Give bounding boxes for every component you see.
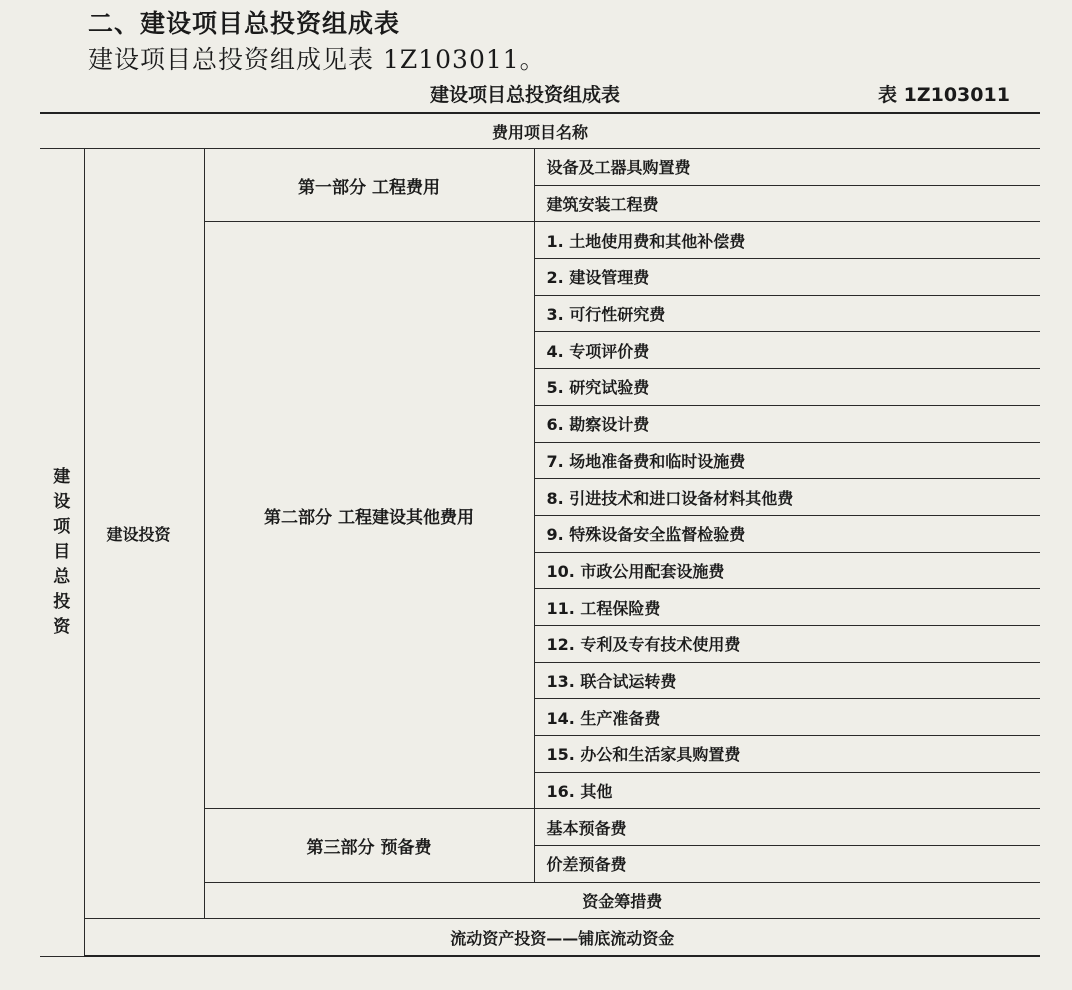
table-cell: 基本预备费 — [534, 809, 1040, 846]
table-row — [40, 149, 1040, 186]
root-label-char: 目 — [53, 541, 71, 562]
table-title: 建设项目总投资组成表 — [430, 84, 621, 106]
construction-investment-label: 建设投资 — [84, 149, 204, 919]
table-cell: 建筑安装工程费 — [534, 185, 1040, 222]
table-cell: 7. 场地准备费和临时设施费 — [534, 442, 1040, 479]
table-header-row — [40, 113, 1040, 149]
working-capital-cell: 流动资产投资——铺底流动资金 — [84, 919, 1040, 956]
table-cell: 3. 可行性研究费 — [534, 295, 1040, 332]
table-cell: 15. 办公和生活家具购置费 — [534, 736, 1040, 773]
table-cell: 12. 专利及专有技术使用费 — [534, 625, 1040, 662]
section-title: 二、建设项目总投资组成表 — [88, 9, 401, 38]
table-cell: 价差预备费 — [534, 846, 1040, 883]
part3-label: 第三部分 预备费 — [204, 809, 534, 882]
financing-cost-cell: 资金筹措费 — [204, 882, 1040, 919]
table-cell: 11. 工程保险费 — [534, 589, 1040, 626]
root-label-char: 投 — [53, 591, 71, 612]
table-number: 表 1Z103011 — [878, 84, 1010, 106]
part2-label: 第二部分 工程建设其他费用 — [204, 222, 534, 809]
table-cell: 8. 引进技术和进口设备材料其他费 — [534, 479, 1040, 516]
root-label-char: 总 — [53, 566, 71, 587]
root-label-char: 项 — [53, 516, 71, 537]
table-cell: 13. 联合试运转费 — [534, 662, 1040, 699]
table-cell: 1. 土地使用费和其他补偿费 — [534, 222, 1040, 259]
table-cell: 10. 市政公用配套设施费 — [534, 552, 1040, 589]
table-header-cell: 费用项目名称 — [40, 113, 1040, 149]
table-cell: 16. 其他 — [534, 772, 1040, 809]
root-label-char: 设 — [53, 491, 71, 512]
investment-composition-table — [40, 112, 1040, 957]
root-label-char: 建 — [53, 466, 71, 487]
table-cell: 9. 特殊设备安全监督检验费 — [534, 515, 1040, 552]
table-cell: 设备及工器具购置费 — [534, 149, 1040, 186]
table-cell: 2. 建设管理费 — [534, 259, 1040, 296]
part1-label: 第一部分 工程费用 — [204, 149, 534, 222]
table-row — [40, 919, 1040, 956]
root-label-char: 资 — [53, 616, 71, 637]
table-cell: 14. 生产准备费 — [534, 699, 1040, 736]
table-cell: 4. 专项评价费 — [534, 332, 1040, 369]
root-label-total-investment — [40, 149, 84, 957]
table-cell: 6. 勘察设计费 — [534, 405, 1040, 442]
table-cell: 5. 研究试验费 — [534, 369, 1040, 406]
section-intro: 建设项目总投资组成见表 1Z103011。 — [88, 45, 546, 74]
